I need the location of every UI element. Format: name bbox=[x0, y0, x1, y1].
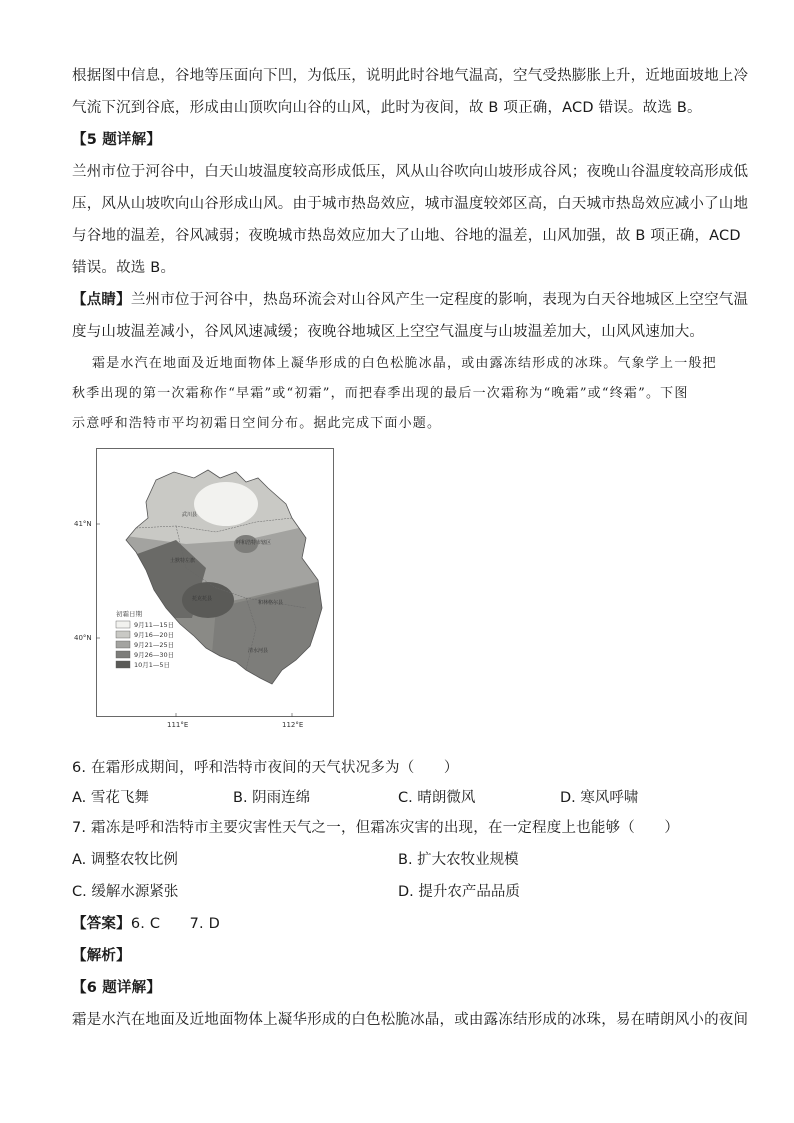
lon-label-112: 112°E bbox=[282, 721, 304, 729]
lat-label-40: 40°N bbox=[74, 634, 92, 642]
para2-line4: 错误。故选 B。 bbox=[72, 260, 176, 276]
legend-label: 10月1—5日 bbox=[134, 661, 171, 669]
note-line2: 度与山坡温差减小，谷风风速减缓；夜晚谷地城区上空空气温度与山坡温差加大，山风风速加大。 bbox=[72, 324, 705, 340]
q6-option-d[interactable]: D. 寒风呼啸 bbox=[560, 790, 639, 806]
legend-swatch bbox=[116, 651, 130, 658]
q5-header: 【5 题详解】 bbox=[72, 132, 162, 148]
lon-label-111: 111°E bbox=[167, 721, 189, 729]
legend-title: 初霜日期 bbox=[116, 610, 142, 618]
intro-line3: 示意呼和浩特市平均初霜日空间分布。据此完成下面小题。 bbox=[72, 416, 442, 431]
q7-stem: 7. 霜冻是呼和浩特市主要灾害性天气之一，但霜冻灾害的出现，在一定程度上也能够（ ） bbox=[72, 820, 680, 836]
note-tag: 【点睛】 bbox=[72, 292, 131, 308]
region-label-city: 呼和浩特市辖区 bbox=[236, 540, 272, 546]
para2-line2: 压，风从山坡吹向山谷形成山风。由于城市热岛效应，城市温度较郊区高，白天城市热岛效应减小了山地 bbox=[72, 196, 749, 212]
region-label-tuoketuo: 托克托县 bbox=[192, 596, 213, 602]
legend-label: 9月16—20日 bbox=[134, 631, 175, 639]
q7-option-c[interactable]: C. 缓解水源紧张 bbox=[72, 884, 179, 900]
q7-option-d[interactable]: D. 提升农产品品质 bbox=[398, 884, 520, 900]
legend-swatch bbox=[116, 641, 130, 648]
intro-line1: 霜是水汽在地面及近地面物体上凝华形成的白色松脆冰晶，或由露冻结形成的冰珠。气象学上一般把 bbox=[92, 356, 717, 371]
legend-swatch bbox=[116, 661, 130, 668]
q6-option-c[interactable]: C. 晴朗微风 bbox=[398, 790, 476, 806]
region-label-qingshuihe: 清水河县 bbox=[248, 648, 269, 654]
q7-option-a[interactable]: A. 调整农牧比例 bbox=[72, 852, 178, 868]
region-label-helinge: 和林格尔县 bbox=[258, 600, 284, 606]
answer-line bbox=[72, 912, 220, 933]
legend-swatch bbox=[116, 631, 130, 638]
q6-option-b[interactable]: B. 阴雨连绵 bbox=[233, 790, 311, 806]
region-label-wuchuan: 武川县 bbox=[182, 512, 198, 518]
q7-option-b[interactable]: B. 扩大农牧业规模 bbox=[398, 852, 519, 868]
legend-swatch bbox=[116, 621, 130, 628]
lat-label-41: 41°N bbox=[74, 520, 92, 528]
q6-stem: 6. 在霜形成期间，呼和浩特市夜间的天气状况多为（ ） bbox=[72, 760, 459, 776]
answer-text: 6. C 7. D bbox=[130, 916, 220, 932]
last-line: 霜是水汽在地面及近地面物体上凝华形成的白色松脆冰晶，或由露冻结形成的冰珠，易在晴朗风小的夜间 bbox=[72, 1012, 749, 1028]
para1-line2: 气流下沉到谷底，形成由山顶吹向山谷的山风，此时为夜间，故 B 项正确，ACD 错误。故选 B。 bbox=[72, 100, 702, 116]
frost-date-map bbox=[74, 448, 334, 729]
zone-9-11-15 bbox=[194, 482, 258, 526]
note-text1: 兰州市位于河谷中，热岛环流会对山谷风产生一定程度的影响，表现为白天谷地城区上空空气温 bbox=[130, 292, 749, 308]
intro-line2: 秋季出现的第一次霜称作“早霜”或“初霜”，而把春季出现的最后一次霜称为“晚霜”或“终霜”。下图 bbox=[72, 386, 689, 401]
note-line1 bbox=[72, 288, 748, 309]
answer-tag: 【答案】 bbox=[72, 916, 131, 932]
region-label-tumote: 土默特左旗 bbox=[170, 558, 196, 564]
para2-line1: 兰州市位于河谷中，白天山坡温度较高形成低压，风从山谷吹向山坡形成谷风；夜晚山谷温度较高形成低 bbox=[72, 164, 749, 180]
para1-line1: 根据图中信息，谷地等压面向下凹，为低压，说明此时谷地气温高，空气受热膨胀上升，近地面坡地上冷 bbox=[72, 68, 749, 84]
q6-header: 【6 题详解】 bbox=[72, 980, 162, 996]
legend-label: 9月21—25日 bbox=[134, 641, 175, 649]
legend-label: 9月11—15日 bbox=[134, 621, 175, 629]
analysis-tag: 【解析】 bbox=[72, 948, 131, 964]
legend-label: 9月26—30日 bbox=[134, 651, 175, 659]
para2-line3: 与谷地的温差，谷风减弱；夜晚城市热岛效应加大了山地、谷地的温差，山风加强，故 B 项正确，ACD bbox=[72, 228, 741, 244]
q6-option-a[interactable]: A. 雪花飞舞 bbox=[72, 790, 149, 806]
